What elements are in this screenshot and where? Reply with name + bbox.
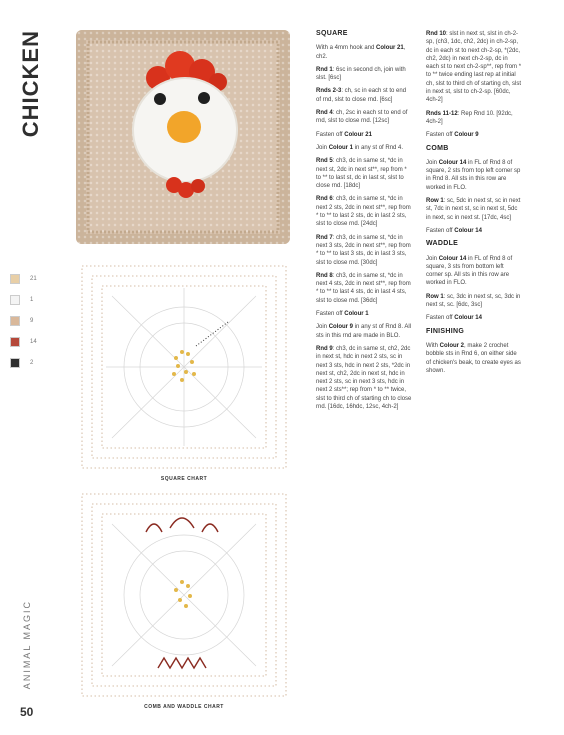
waddle-heading: WADDLE (426, 240, 459, 248)
rnd-6: Rnd 6: ch3, dc in same st, *dc in next 2 sts, 2dc in next st**, rep from * to ** to last 2 sts, dc in last 2 sts, slst to close rnd. [24dc] (316, 196, 411, 228)
legend-item: 21 (10, 268, 37, 289)
legend-item: 2 (10, 352, 37, 373)
square-heading: SQUARE (316, 30, 348, 37)
square-chart-caption: SQUARE CHART (160, 476, 208, 482)
instructions-column-1 (316, 30, 412, 416)
chicken-square-photo (76, 30, 290, 244)
legend-item: 14 (10, 331, 37, 352)
swatch (10, 358, 20, 368)
square-intro: With a 4mm hook and Colour 21, ch2. (316, 45, 406, 60)
rnd-8: Rnd 8: ch3, dc in same st, *dc in next 4 sts, 2dc in next st**, rep from * to ** to last 4 sts, dc in last 4 sts, slst to close rnd. [36dc] (316, 272, 411, 304)
rnd-9: Rnd 9: ch3, dc in same st, ch2, 2dc in next st, hdc in next 2 sts, sc in next 3 sts, hdc in next 2 sts, *2dc in next st, ch2, 2dc in next st, hdc in next 2 sts, sc in next 3 sts, hdc in next 2 sts**; rep from * to ** twice, slst to third ch of starting ch to close rnd. [16dc, 16hdc, 12sc, 4ch-2] (316, 345, 412, 410)
swatch (10, 337, 20, 347)
swatch (10, 274, 20, 284)
finishing-heading: FINISHING (426, 327, 465, 335)
comb-waddle-diagram (78, 490, 290, 700)
comb-waddle-chart-caption: COMB AND WADDLE CHART (144, 704, 224, 710)
fasten-off-colour-9: Fasten off Colour 9 (426, 132, 479, 139)
rnd-1: Rnd 1: 6sc in second ch, join with slst. [6sc] (316, 66, 406, 82)
square-chart (78, 262, 290, 472)
waddle-row-1: Row 1: sc, 3dc in next st, sc, 3dc in next st, sc. [6dc, 3sc] (426, 293, 521, 309)
comb-row-1: Row 1: sc, 5dc in next st, sc in next st, 7dc in next st, sc in next st, 5dc in next, sc in next st. [17dc, 4sc] (426, 198, 521, 221)
page-number: 50 (20, 705, 34, 719)
chicken-illustration (76, 30, 290, 244)
rnd-10: Rnd 10: slst in next st, slst in ch-2-sp, (ch3, 1dc, ch2, 2dc) in ch-2-sp, dc in each st to next ch-2-sp, *(2dc, ch2, 2dc) in next ch-2-sp, dc in each st to next ch-2-sp**, rep from * to ** twice ending last rep at initial ch, slst to third ch of starting ch, slst in next st, slst to ch-2-sp. [60dc, 4ch-2] (426, 31, 522, 104)
legend-item: 1 (10, 289, 37, 310)
page-title: CHICKEN (18, 30, 43, 138)
rnd-7: Rnd 7: ch3, dc in same st, *dc in next 3 sts, 2dc in next st**, rep from * to ** to last 3 sts, dc in last 3 sts, slst to close rnd. [30dc] (316, 234, 411, 266)
join-colour-1: Join Colour 1 in any st of Rnd 4. (316, 144, 404, 151)
join-colour-9: Join Colour 9 in any st of Rnd 8. All sts in this rnd are made in BLO. (316, 324, 412, 339)
rnd-5: Rnd 5: ch3, dc in same st, *dc in next st, 2dc in next st**, rep from * to ** to last st, dc in last st, slst to close rnd. [18dc] (316, 158, 407, 190)
rnd-11-12: Rnds 11-12: Rep Rnd 10. [92dc, 4ch-2] (426, 110, 513, 125)
colour-legend (10, 268, 37, 373)
comb-waddle-chart (78, 490, 290, 700)
comb-fasten-off: Fasten off Colour 14 (426, 227, 482, 234)
rnd-2-3: Rnds 2-3: ch, sc in each st to end of rnd, slst to close rnd. [6sc] (316, 88, 407, 103)
fasten-off: Fasten off Colour 21 (316, 131, 372, 138)
comb-heading: COMB (426, 144, 449, 152)
rnd-4: Rnd 4: ch, 2sc in each st to end of rnd, slst to close rnd. [12sc] (316, 110, 408, 125)
swatch (10, 316, 20, 326)
instructions-column-2 (426, 30, 522, 380)
legend-item: 9 (10, 310, 37, 331)
comb-join: Join Colour 14 in FL of Rnd 8 of square, 2 sts from top left corner sp in Rnd 8. All sts in this row are worked in FLO. (426, 159, 521, 191)
fasten-off-2: Fasten off Colour 1 (316, 311, 369, 318)
square-chart-diagram (78, 262, 290, 472)
waddle-fasten-off: Fasten off Colour 14 (426, 315, 482, 322)
section-footer: ANIMAL MAGIC (22, 600, 32, 690)
waddle-join: Join Colour 14 in FL of Rnd 8 of square, 3 sts from bottom left corner sp. All sts in this row are worked in FLO. (426, 255, 513, 287)
swatch (10, 295, 20, 305)
finishing-text: With Colour 2, make 2 crochet bobble sts in Rnd 6, on either side of chicken's beak, to create eyes as shown. (426, 342, 521, 374)
